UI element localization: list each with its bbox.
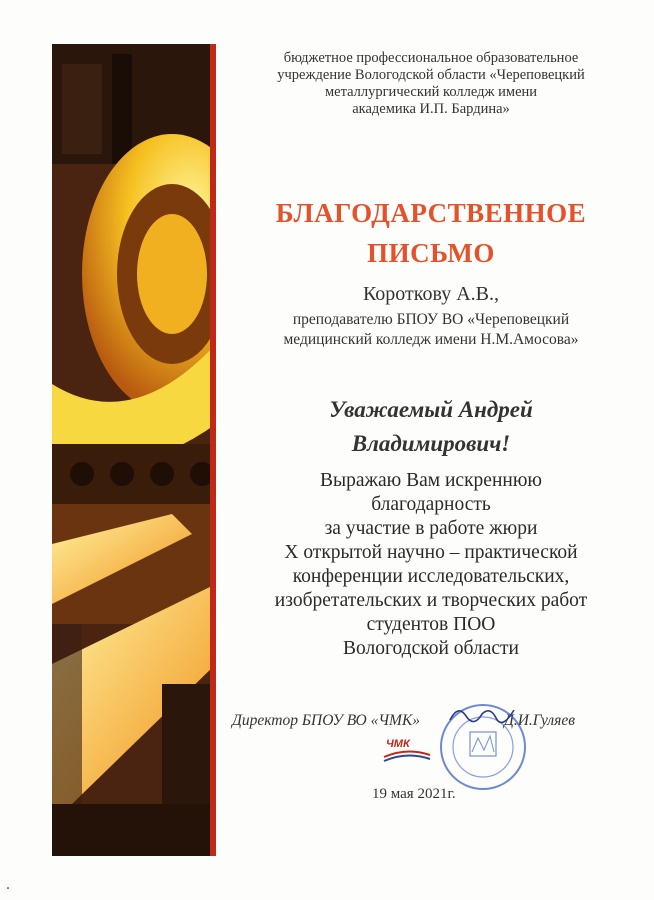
institution-line: учреждение Вологодской области «Череповецкий bbox=[277, 67, 585, 83]
college-logo bbox=[382, 735, 432, 768]
steel-mill-photo bbox=[52, 44, 216, 856]
body-line: изобретательских и творческих работ bbox=[274, 590, 588, 611]
rolled-steel-coil-image bbox=[52, 44, 216, 856]
title-line-1: БЛАГОДАРСТВЕННОЕ bbox=[275, 198, 587, 228]
document-title bbox=[222, 193, 640, 273]
body-line: Х открытой научно – практической bbox=[284, 542, 578, 563]
director-position: Директор БПОУ ВО «ЧМК» bbox=[232, 712, 420, 729]
body-line: Вологодской области bbox=[343, 638, 519, 659]
recipient-role-line: медицинский колледж имени Н.М.Амосова» bbox=[283, 331, 579, 348]
institution-header bbox=[222, 50, 640, 118]
greeting-line-1: Уважаемый Андрей bbox=[329, 397, 533, 422]
body-line: конференции исследовательских, bbox=[292, 566, 570, 587]
greeting-line-2: Владимирович! bbox=[351, 431, 511, 456]
greeting bbox=[222, 393, 640, 461]
body-line: студентов ПОО bbox=[366, 614, 496, 635]
letter-body bbox=[222, 469, 640, 661]
institution-line: бюджетное профессиональное образовательное bbox=[283, 50, 579, 66]
photo-border-stripe bbox=[210, 44, 216, 856]
institution-line: металлургический колледж имени bbox=[324, 84, 538, 100]
recipient-role-line: преподавателю БПОУ ВО «Череповецкий bbox=[292, 311, 570, 328]
body-line: за участие в работе жюри bbox=[324, 518, 538, 539]
logo-mark bbox=[382, 735, 432, 763]
corner-mark: . bbox=[6, 876, 10, 893]
logo-text: ЧМК bbox=[386, 738, 410, 750]
title-line-2: ПИСЬМО bbox=[367, 238, 495, 268]
recipient-role bbox=[222, 310, 640, 350]
letter-date: 19 мая 2021г. bbox=[372, 786, 456, 802]
recipient-name: Короткову А.В., bbox=[362, 283, 500, 305]
signature-block bbox=[232, 712, 575, 730]
body-line: Выражаю Вам искреннюю bbox=[320, 470, 542, 491]
institution-line: академика И.П. Бардина» bbox=[352, 101, 510, 117]
signature-scribble bbox=[448, 700, 518, 728]
body-line: благодарность bbox=[371, 494, 491, 515]
director-name: Д.И.Гуляев bbox=[504, 712, 575, 729]
